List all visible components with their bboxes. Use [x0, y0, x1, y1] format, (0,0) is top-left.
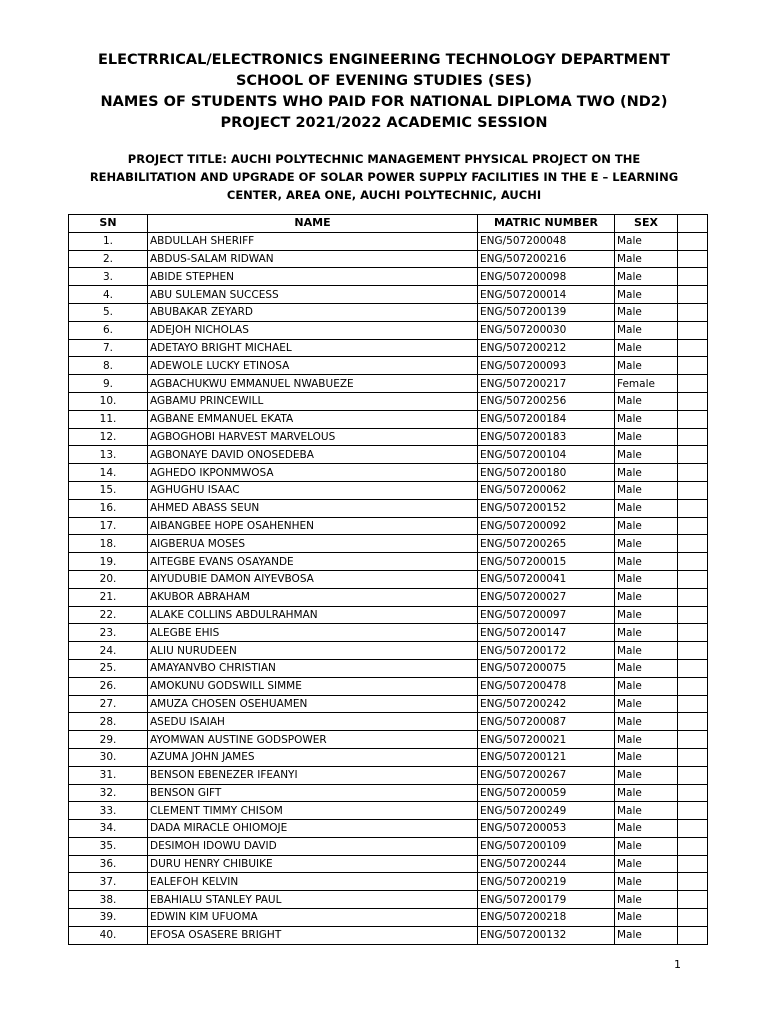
cell-matric-number: ENG/507200093 — [478, 357, 615, 375]
cell-matric-number: ENG/507200267 — [478, 766, 615, 784]
cell-blank — [678, 606, 708, 624]
cell-name: ABIDE STEPHEN — [148, 268, 478, 286]
cell-sn: 25. — [69, 659, 148, 677]
student-table — [68, 214, 708, 945]
cell-matric-number: ENG/507200097 — [478, 606, 615, 624]
cell-sn: 32. — [69, 784, 148, 802]
cell-sex: Male — [615, 446, 678, 464]
cell-matric-number: ENG/507200244 — [478, 855, 615, 873]
cell-sex: Male — [615, 873, 678, 891]
cell-matric-number: ENG/507200180 — [478, 464, 615, 482]
cell-name: ALEGBE EHIS — [148, 624, 478, 642]
table-row — [69, 642, 708, 660]
table-row — [69, 232, 708, 250]
cell-sn: 20. — [69, 570, 148, 588]
cell-matric-number: ENG/507200062 — [478, 481, 615, 499]
cell-sex: Male — [615, 926, 678, 944]
cell-sn: 30. — [69, 748, 148, 766]
table-row — [69, 303, 708, 321]
cell-sex: Male — [615, 535, 678, 553]
page-number: 1 — [674, 958, 681, 971]
cell-sn: 34. — [69, 820, 148, 838]
cell-sn: 4. — [69, 286, 148, 304]
project-title — [70, 150, 698, 204]
cell-name: AMUZA CHOSEN OSEHUAMEN — [148, 695, 478, 713]
cell-name: AGBACHUKWU EMMANUEL NWABUEZE — [148, 375, 478, 393]
cell-sex: Male — [615, 713, 678, 731]
table-row — [69, 392, 708, 410]
table-row — [69, 695, 708, 713]
cell-name: DESIMOH IDOWU DAVID — [148, 837, 478, 855]
table-row — [69, 891, 708, 909]
cell-name: EALEFOH KELVIN — [148, 873, 478, 891]
cell-blank — [678, 820, 708, 838]
cell-blank — [678, 855, 708, 873]
table-row — [69, 766, 708, 784]
cell-sex: Male — [615, 392, 678, 410]
cell-matric-number: ENG/507200030 — [478, 321, 615, 339]
cell-matric-number: ENG/507200121 — [478, 748, 615, 766]
cell-matric-number: ENG/507200109 — [478, 837, 615, 855]
table-row — [69, 837, 708, 855]
cell-sex: Male — [615, 570, 678, 588]
cell-name: ABDULLAH SHERIFF — [148, 232, 478, 250]
cell-matric-number: ENG/507200021 — [478, 731, 615, 749]
cell-sn: 16. — [69, 499, 148, 517]
cell-name: ALIU NURUDEEN — [148, 642, 478, 660]
cell-name: AGHEDO IKPONMWOSA — [148, 464, 478, 482]
cell-blank — [678, 250, 708, 268]
cell-sex: Male — [615, 232, 678, 250]
cell-sex: Male — [615, 481, 678, 499]
cell-name: EDWIN KIM UFUOMA — [148, 909, 478, 927]
cell-matric-number: ENG/507200092 — [478, 517, 615, 535]
cell-matric-number: ENG/507200249 — [478, 802, 615, 820]
cell-matric-number: ENG/507200183 — [478, 428, 615, 446]
cell-name: CLEMENT TIMMY CHISOM — [148, 802, 478, 820]
table-row — [69, 535, 708, 553]
cell-blank — [678, 446, 708, 464]
cell-name: AYOMWAN AUSTINE GODSPOWER — [148, 731, 478, 749]
cell-blank — [678, 410, 708, 428]
cell-sn: 23. — [69, 624, 148, 642]
table-row — [69, 517, 708, 535]
cell-sex: Male — [615, 820, 678, 838]
cell-name: ABU SULEMAN SUCCESS — [148, 286, 478, 304]
cell-sex: Male — [615, 624, 678, 642]
table-row — [69, 286, 708, 304]
cell-blank — [678, 873, 708, 891]
table-row — [69, 659, 708, 677]
cell-matric-number: ENG/507200104 — [478, 446, 615, 464]
cell-sex: Male — [615, 553, 678, 571]
cell-sex: Male — [615, 321, 678, 339]
cell-matric-number: ENG/507200147 — [478, 624, 615, 642]
cell-sn: 28. — [69, 713, 148, 731]
table-row — [69, 446, 708, 464]
project-title-line: CENTER, AREA ONE, AUCHI POLYTECHNIC, AUCHI — [226, 188, 542, 202]
cell-name: EFOSA OSASERE BRIGHT — [148, 926, 478, 944]
table-row — [69, 855, 708, 873]
cell-sn: 10. — [69, 392, 148, 410]
cell-blank — [678, 570, 708, 588]
cell-sn: 22. — [69, 606, 148, 624]
table-row — [69, 553, 708, 571]
cell-blank — [678, 766, 708, 784]
cell-matric-number: ENG/507200139 — [478, 303, 615, 321]
cell-blank — [678, 481, 708, 499]
cell-matric-number: ENG/507200212 — [478, 339, 615, 357]
cell-name: DURU HENRY CHIBUIKE — [148, 855, 478, 873]
table-row — [69, 784, 708, 802]
cell-sn: 7. — [69, 339, 148, 357]
cell-sex: Male — [615, 339, 678, 357]
cell-sn: 1. — [69, 232, 148, 250]
table-row — [69, 677, 708, 695]
cell-matric-number: ENG/507200041 — [478, 570, 615, 588]
cell-name: ADEJOH NICHOLAS — [148, 321, 478, 339]
cell-sex: Male — [615, 250, 678, 268]
cell-sex: Male — [615, 286, 678, 304]
cell-matric-number: ENG/507200098 — [478, 268, 615, 286]
cell-sn: 8. — [69, 357, 148, 375]
cell-name: EBAHIALU STANLEY PAUL — [148, 891, 478, 909]
cell-matric-number: ENG/507200027 — [478, 588, 615, 606]
cell-blank — [678, 802, 708, 820]
cell-sex: Male — [615, 588, 678, 606]
cell-sex: Male — [615, 784, 678, 802]
table-row — [69, 357, 708, 375]
cell-sex: Male — [615, 464, 678, 482]
cell-sn: 36. — [69, 855, 148, 873]
cell-sn: 15. — [69, 481, 148, 499]
cell-sn: 29. — [69, 731, 148, 749]
cell-blank — [678, 695, 708, 713]
cell-blank — [678, 642, 708, 660]
cell-name: AMAYANVBO CHRISTIAN — [148, 659, 478, 677]
cell-blank — [678, 909, 708, 927]
cell-sn: 11. — [69, 410, 148, 428]
cell-name: ALAKE COLLINS ABDULRAHMAN — [148, 606, 478, 624]
table-row — [69, 802, 708, 820]
cell-blank — [678, 232, 708, 250]
cell-name: AGBONAYE DAVID ONOSEDEBA — [148, 446, 478, 464]
cell-sex: Male — [615, 606, 678, 624]
cell-name: AIYUDUBIE DAMON AIYEVBOSA — [148, 570, 478, 588]
table-row — [69, 464, 708, 482]
table-row — [69, 481, 708, 499]
table-row — [69, 410, 708, 428]
table-row — [69, 909, 708, 927]
cell-sn: 24. — [69, 642, 148, 660]
heading-line-school: SCHOOL OF EVENING STUDIES (SES) — [235, 73, 533, 89]
cell-matric-number: ENG/507200152 — [478, 499, 615, 517]
table-body — [69, 232, 708, 944]
table-row — [69, 339, 708, 357]
cell-name: BENSON GIFT — [148, 784, 478, 802]
cell-sex: Male — [615, 499, 678, 517]
table-row — [69, 499, 708, 517]
cell-name: ABUBAKAR ZEYARD — [148, 303, 478, 321]
table-row — [69, 321, 708, 339]
cell-matric-number: ENG/507200172 — [478, 642, 615, 660]
cell-blank — [678, 731, 708, 749]
project-title-line: REHABILITATION AND UPGRADE OF SOLAR POWER SUPPLY FACILITIES IN THE E – LEARNING — [89, 170, 679, 184]
cell-blank — [678, 517, 708, 535]
cell-sex: Male — [615, 855, 678, 873]
column-header-sn: SN — [69, 215, 148, 233]
cell-sex: Male — [615, 357, 678, 375]
cell-blank — [678, 837, 708, 855]
table-row — [69, 250, 708, 268]
cell-matric-number: ENG/507200184 — [478, 410, 615, 428]
cell-sex: Male — [615, 837, 678, 855]
column-header-matric: MATRIC NUMBER — [478, 215, 615, 233]
table-row — [69, 731, 708, 749]
cell-sex: Male — [615, 695, 678, 713]
cell-blank — [678, 624, 708, 642]
cell-matric-number: ENG/507200132 — [478, 926, 615, 944]
cell-sex: Male — [615, 731, 678, 749]
table-row — [69, 748, 708, 766]
cell-name: AGBANE EMMANUEL EKATA — [148, 410, 478, 428]
cell-sn: 3. — [69, 268, 148, 286]
cell-matric-number: ENG/507200059 — [478, 784, 615, 802]
table-row — [69, 375, 708, 393]
cell-matric-number: ENG/507200218 — [478, 909, 615, 927]
cell-name: AKUBOR ABRAHAM — [148, 588, 478, 606]
cell-blank — [678, 357, 708, 375]
cell-blank — [678, 891, 708, 909]
cell-blank — [678, 321, 708, 339]
cell-blank — [678, 392, 708, 410]
cell-blank — [678, 375, 708, 393]
cell-name: AITEGBE EVANS OSAYANDE — [148, 553, 478, 571]
cell-matric-number: ENG/507200265 — [478, 535, 615, 553]
document-heading — [60, 50, 708, 134]
cell-matric-number: ENG/507200048 — [478, 232, 615, 250]
cell-matric-number: ENG/507200242 — [478, 695, 615, 713]
cell-name: AGBOGHOBI HARVEST MARVELOUS — [148, 428, 478, 446]
cell-sn: 21. — [69, 588, 148, 606]
table-row — [69, 624, 708, 642]
cell-matric-number: ENG/507200216 — [478, 250, 615, 268]
table-row — [69, 570, 708, 588]
cell-sex: Male — [615, 303, 678, 321]
heading-line-session: PROJECT 2021/2022 ACADEMIC SESSION — [220, 115, 548, 131]
column-header-blank — [678, 215, 708, 233]
cell-name: AZUMA JOHN JAMES — [148, 748, 478, 766]
cell-name: ADEWOLE LUCKY ETINOSA — [148, 357, 478, 375]
cell-sn: 14. — [69, 464, 148, 482]
cell-name: AMOKUNU GODSWILL SIMME — [148, 677, 478, 695]
cell-matric-number: ENG/507200015 — [478, 553, 615, 571]
cell-blank — [678, 748, 708, 766]
cell-blank — [678, 553, 708, 571]
cell-blank — [678, 659, 708, 677]
table-row — [69, 268, 708, 286]
cell-blank — [678, 339, 708, 357]
cell-name: AIBANGBEE HOPE OSAHENHEN — [148, 517, 478, 535]
cell-name: ABDUS-SALAM RIDWAN — [148, 250, 478, 268]
cell-name: ADETAYO BRIGHT MICHAEL — [148, 339, 478, 357]
cell-matric-number: ENG/507200478 — [478, 677, 615, 695]
table-row — [69, 588, 708, 606]
cell-blank — [678, 535, 708, 553]
table-row — [69, 873, 708, 891]
cell-sn: 13. — [69, 446, 148, 464]
cell-blank — [678, 464, 708, 482]
cell-sn: 39. — [69, 909, 148, 927]
cell-sex: Male — [615, 766, 678, 784]
cell-blank — [678, 303, 708, 321]
cell-name: AIGBERUA MOSES — [148, 535, 478, 553]
cell-name: BENSON EBENEZER IFEANYI — [148, 766, 478, 784]
cell-matric-number: ENG/507200179 — [478, 891, 615, 909]
project-title-line: PROJECT TITLE: AUCHI POLYTECHNIC MANAGEMENT PHYSICAL PROJECT ON THE — [127, 152, 641, 166]
cell-sex: Male — [615, 517, 678, 535]
cell-name: AHMED ABASS SEUN — [148, 499, 478, 517]
cell-sex: Male — [615, 677, 678, 695]
table-row — [69, 428, 708, 446]
cell-sn: 31. — [69, 766, 148, 784]
cell-sn: 9. — [69, 375, 148, 393]
cell-sex: Male — [615, 410, 678, 428]
table-row — [69, 713, 708, 731]
cell-sn: 12. — [69, 428, 148, 446]
cell-sn: 19. — [69, 553, 148, 571]
cell-sex: Female — [615, 375, 678, 393]
cell-sex: Male — [615, 659, 678, 677]
cell-matric-number: ENG/507200087 — [478, 713, 615, 731]
cell-name: ASEDU ISAIAH — [148, 713, 478, 731]
cell-sn: 27. — [69, 695, 148, 713]
cell-sn: 38. — [69, 891, 148, 909]
cell-sn: 40. — [69, 926, 148, 944]
cell-sn: 37. — [69, 873, 148, 891]
cell-sn: 2. — [69, 250, 148, 268]
heading-line-description: NAMES OF STUDENTS WHO PAID FOR NATIONAL DIPLOMA TWO (ND2) — [100, 94, 668, 110]
cell-sn: 33. — [69, 802, 148, 820]
cell-sex: Male — [615, 642, 678, 660]
cell-blank — [678, 286, 708, 304]
cell-sn: 18. — [69, 535, 148, 553]
cell-name: AGBAMU PRINCEWILL — [148, 392, 478, 410]
cell-sn: 35. — [69, 837, 148, 855]
column-header-sex: SEX — [615, 215, 678, 233]
cell-blank — [678, 268, 708, 286]
cell-blank — [678, 588, 708, 606]
table-row — [69, 606, 708, 624]
heading-line-department: ELECTRRICAL/ELECTRONICS ENGINEERING TECHNOLOGY DEPARTMENT — [97, 52, 671, 68]
cell-sex: Male — [615, 802, 678, 820]
cell-name: AGHUGHU ISAAC — [148, 481, 478, 499]
cell-sn: 6. — [69, 321, 148, 339]
cell-sn: 5. — [69, 303, 148, 321]
cell-matric-number: ENG/507200014 — [478, 286, 615, 304]
cell-sex: Male — [615, 428, 678, 446]
table-header-row — [69, 215, 708, 233]
cell-sn: 26. — [69, 677, 148, 695]
cell-blank — [678, 677, 708, 695]
cell-blank — [678, 784, 708, 802]
cell-matric-number: ENG/507200075 — [478, 659, 615, 677]
cell-matric-number: ENG/507200256 — [478, 392, 615, 410]
cell-sex: Male — [615, 891, 678, 909]
table-row — [69, 820, 708, 838]
cell-sex: Male — [615, 748, 678, 766]
column-header-name: NAME — [148, 215, 478, 233]
cell-sex: Male — [615, 909, 678, 927]
cell-sex: Male — [615, 268, 678, 286]
cell-sn: 17. — [69, 517, 148, 535]
cell-blank — [678, 499, 708, 517]
cell-name: DADA MIRACLE OHIOMOJE — [148, 820, 478, 838]
cell-matric-number: ENG/507200219 — [478, 873, 615, 891]
cell-matric-number: ENG/507200217 — [478, 375, 615, 393]
cell-blank — [678, 428, 708, 446]
table-row — [69, 926, 708, 944]
cell-blank — [678, 713, 708, 731]
cell-blank — [678, 926, 708, 944]
cell-matric-number: ENG/507200053 — [478, 820, 615, 838]
